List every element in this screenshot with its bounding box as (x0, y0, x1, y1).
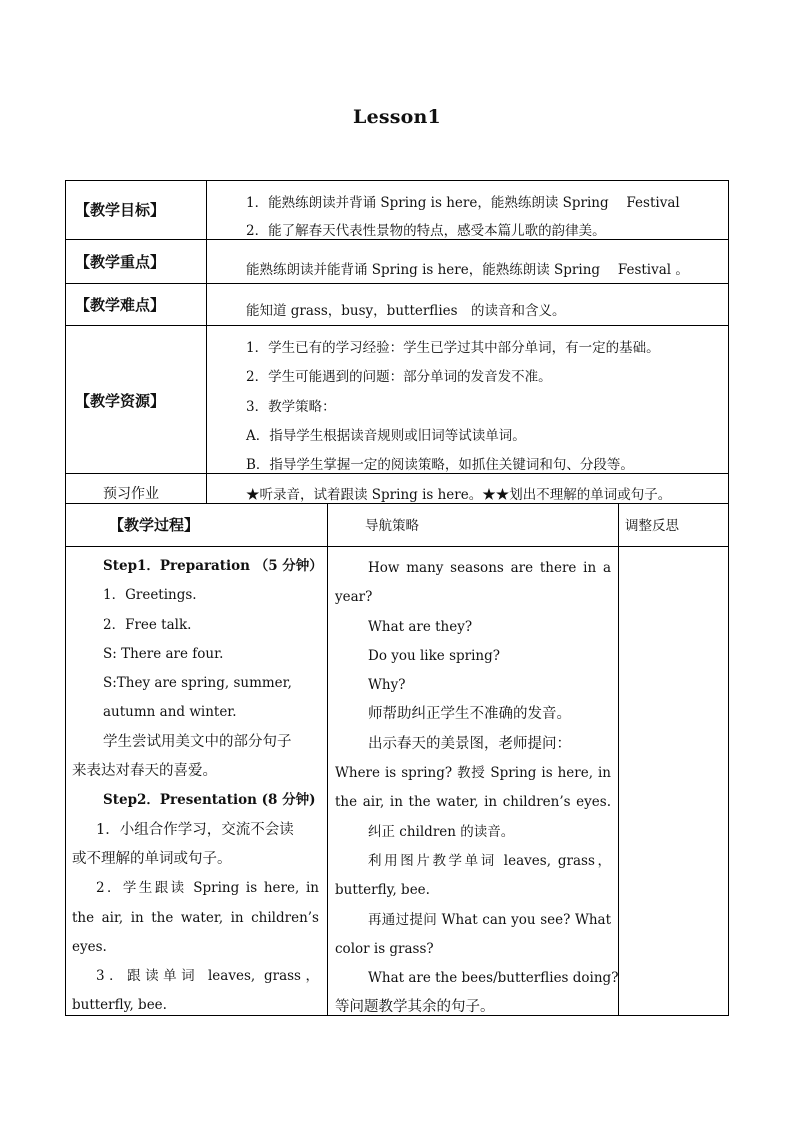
process-line: 3．跟读单词 leaves, grass， (96, 968, 319, 985)
reflection-header: 调整反思 (625, 518, 679, 534)
process-line: S:They are spring, summer, (103, 675, 292, 692)
strategy-line: year? (335, 589, 373, 606)
process-line: 1．小组合作学习，交流不会读 (96, 821, 294, 838)
step-heading: Step2．Presentation (8 分钟) (103, 792, 316, 809)
lesson-plan-table (65, 180, 729, 1016)
strategy-line: Where is spring? 教授 Spring is here, in (335, 765, 611, 782)
process-line: 或不理解的单词或句子。 (72, 850, 232, 867)
strategy-line: Why? (368, 677, 406, 694)
process-line: S: There are four. (103, 645, 224, 662)
step-heading: Step1．Preparation （5 分钟） (103, 558, 323, 574)
difficulties-text: 能知道 grass，busy，butterflies 的读音和含义。 (246, 303, 566, 319)
process-line: 来表达对春天的喜爱。 (72, 763, 217, 780)
preview-label: 预习作业 (103, 486, 159, 502)
strategy-line: 再通过提问 What can you see? What (368, 911, 611, 928)
strategy-line: 出示春天的美景图，老师提问： (368, 735, 571, 752)
keypoints-text: 能熟练朗读并能背诵 Spring is here，能熟练朗读 Spring Festival 。 (246, 262, 689, 278)
resource-item: 2．学生可能遇到的问题：部分单词的发音发不准。 (246, 369, 552, 385)
resource-item: 1．学生已有的学习经验：学生已学过其中部分单词，有一定的基础。 (246, 340, 660, 356)
process-header: 【教学过程】 (109, 516, 200, 534)
strategy-line: color is grass? (335, 940, 434, 957)
difficulties-label: 【教学难点】 (75, 296, 166, 314)
strategy-text (335, 554, 619, 1023)
strategy-line: 等问题教学其余的句子。 (335, 999, 495, 1016)
process-line: eyes. (72, 938, 107, 955)
resources-label: 【教学资源】 (75, 392, 166, 410)
process-line: the air, in the water, in children’s (72, 909, 319, 926)
process-line: 2．Free talk. (103, 616, 192, 633)
process-line: 1．Greetings. (103, 587, 197, 604)
strategy-line: the air, in the water, in children’s eyes. (335, 794, 611, 811)
strategy-header: 导航策略 (365, 518, 419, 534)
objective-item: 2．能了解春天代表性景物的特点，感受本篇儿歌的韵律美。 (246, 223, 606, 239)
strategy-line: butterfly, bee. (335, 882, 430, 899)
process-line: butterfly, bee. (72, 997, 167, 1014)
process-line: 2．学生跟读 Spring is here, in (96, 880, 319, 897)
strategy-line: Do you like spring? (368, 647, 500, 664)
preview-text: ★听录音，试着跟读 Spring is here。★★划出不理解的单词或句子。 (246, 487, 672, 503)
strategy-line: How many seasons are there in a (368, 560, 611, 576)
strategy-line: What are they? (368, 618, 473, 635)
resource-item: B．指导学生掌握一定的阅读策略，如抓住关键词和句、分段等。 (246, 457, 634, 473)
page-title: Lesson1 (353, 106, 441, 128)
strategy-line: 师帮助纠正学生不准确的发音。 (368, 706, 571, 723)
strategy-line: 利用图片教学单词 leaves, grass， (368, 852, 611, 869)
process-line: 学生尝试用美文中的部分句子 (103, 733, 292, 750)
objectives-label: 【教学目标】 (75, 201, 166, 219)
strategy-line: 纠正 children 的读音。 (368, 823, 515, 840)
strategy-line: What are the bees/butterflies doing? (368, 970, 619, 987)
process-steps (72, 552, 323, 1021)
process-line: autumn and winter. (103, 704, 237, 721)
resource-item: 3．教学策略： (246, 399, 336, 415)
objective-item: 1．能熟练朗读并背诵 Spring is here，能熟练朗读 Spring Festival (246, 195, 680, 211)
reflection-cell (619, 547, 728, 1015)
resource-item: A．指导学生根据读音规则或旧词等试读单词。 (246, 428, 526, 444)
keypoints-label: 【教学重点】 (75, 253, 166, 271)
